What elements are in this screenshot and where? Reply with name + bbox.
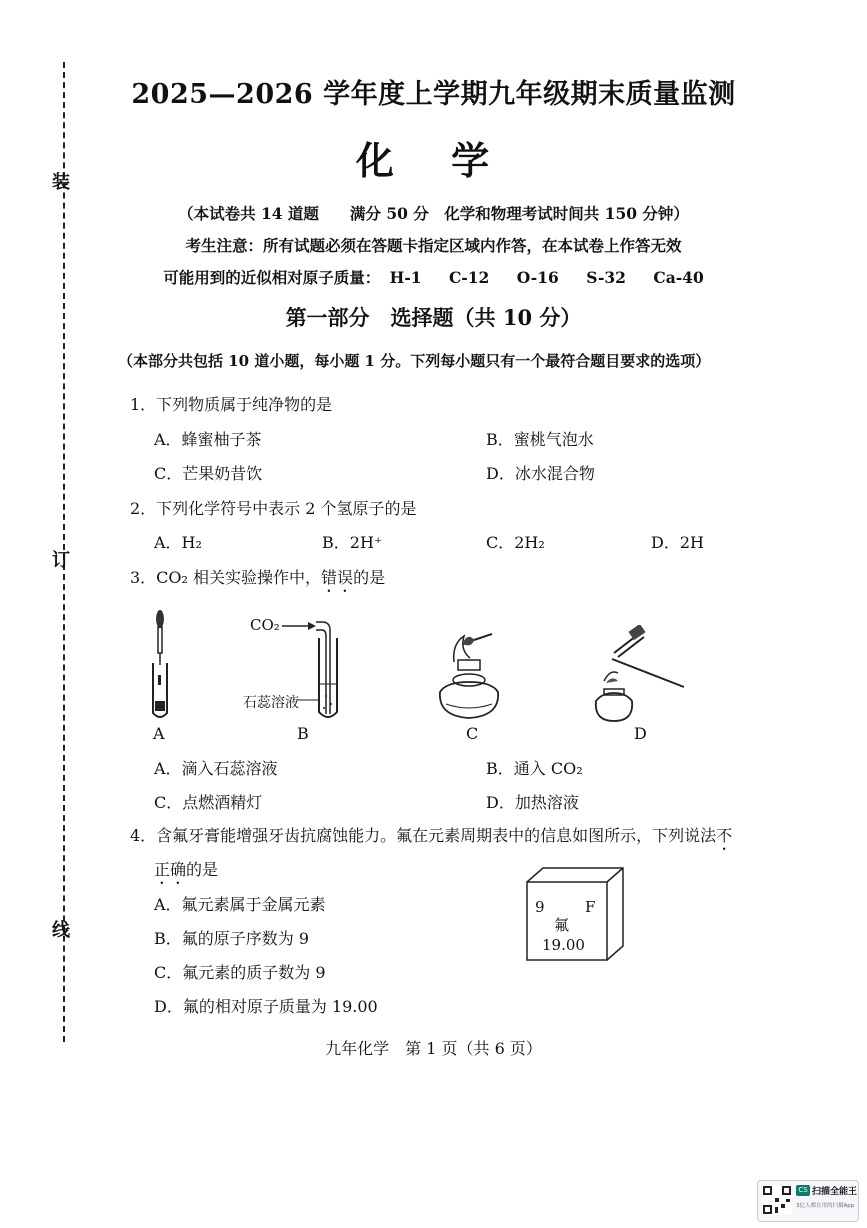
element-atomic-number: 9 bbox=[535, 898, 545, 916]
page-footer: 九年化学 第 1 页（共 6 页） bbox=[325, 1039, 542, 1058]
binding-char-xian: 线 bbox=[52, 920, 70, 941]
binding-char-ding: 订 bbox=[52, 550, 70, 571]
part1-heading: 第一部分 选择题（共 10 分） bbox=[285, 305, 582, 330]
atomic-mass-h: H-1 bbox=[389, 268, 422, 287]
figure-c-label: C bbox=[466, 724, 479, 743]
q4-stem-emphasis-bu: 不 bbox=[716, 826, 733, 845]
q2-option-c: C．2H₂ bbox=[486, 533, 545, 552]
atomic-mass-s: S-32 bbox=[586, 268, 626, 287]
element-name: 氟 bbox=[554, 916, 570, 934]
atomic-mass-c: C-12 bbox=[448, 268, 490, 287]
q4-option-a: A．氟元素属于金属元素 bbox=[154, 895, 326, 914]
atomic-mass-ca: Ca-40 bbox=[653, 268, 704, 287]
exam-notice: 考生注意：所有试题必须在答题卡指定区域内作答，在本试卷上作答无效 bbox=[185, 236, 682, 255]
q4-option-b: B．氟的原子序数为 9 bbox=[154, 929, 310, 948]
q2-option-b: B．2H⁺ bbox=[322, 533, 383, 552]
binding-char-zhuang: 装 bbox=[52, 172, 70, 193]
element-symbol: F bbox=[585, 898, 596, 916]
q1-option-c: C．芒果奶昔饮 bbox=[154, 464, 263, 483]
exam-title: 2025—2026 学年度上学期九年级期末质量监测 bbox=[131, 79, 736, 110]
q4-stem-line2 bbox=[154, 857, 218, 888]
q3-option-d: D．加热溶液 bbox=[486, 793, 579, 812]
exam-info: （本试卷共 14 道题 满分 50 分 化学和物理考试时间共 150 分钟） bbox=[178, 204, 689, 223]
q3-stem-emphasis: 错误 bbox=[321, 568, 354, 587]
part1-instruction: （本部分共包括 10 道小题，每小题 1 分。下列每小题只有一个最符合题目要求的选项） bbox=[118, 352, 711, 370]
q4-stem-line1 bbox=[130, 823, 732, 854]
q3-stem bbox=[130, 565, 385, 596]
scanner-brand: 扫描全能王 bbox=[812, 1187, 858, 1197]
q3-option-c: C．点燃酒精灯 bbox=[154, 793, 263, 812]
qr-code-icon bbox=[762, 1185, 792, 1215]
q1-stem: 1．下列物质属于纯净物的是 bbox=[130, 395, 333, 414]
figure-b-co2-label: CO₂ bbox=[250, 616, 280, 634]
figure-d-label: D bbox=[634, 724, 647, 743]
atomic-masses-label: 可能用到的近似相对原子质量： bbox=[163, 268, 381, 287]
figure-c-alcohol-lamp bbox=[432, 630, 512, 722]
q4-option-d: D．氟的相对原子质量为 19.00 bbox=[154, 997, 378, 1016]
element-atomic-mass: 19.00 bbox=[542, 936, 585, 954]
scanner-subtitle: 3亿人都在用的扫描App bbox=[796, 1203, 855, 1209]
q3-option-a: A．滴入石蕊溶液 bbox=[154, 759, 278, 778]
q1-option-d: D．冰水混合物 bbox=[486, 464, 595, 483]
scanner-badge bbox=[757, 1180, 859, 1222]
q4-option-c: C．氟元素的质子数为 9 bbox=[154, 963, 326, 982]
figure-d-heating-test-tube bbox=[592, 625, 692, 725]
subject-title: 化 学 bbox=[355, 138, 512, 183]
atomic-mass-o: O-16 bbox=[516, 268, 559, 287]
q1-option-b: B．蜜桃气泡水 bbox=[486, 430, 594, 449]
figure-a-label: A bbox=[153, 724, 165, 743]
q2-stem: 2．下列化学符号中表示 2 个氢原子的是 bbox=[130, 499, 417, 518]
cs-logo-icon: CS bbox=[796, 1185, 810, 1196]
figure-a-dropper-test-tube bbox=[140, 605, 180, 725]
q3-stem-prefix: 3．CO₂ 相关实验操作中， bbox=[130, 568, 322, 587]
q2-option-d: D．2H bbox=[651, 533, 704, 552]
atomic-masses-line bbox=[0, 266, 867, 288]
q2-option-a: A．H₂ bbox=[154, 533, 202, 552]
figure-b-label: B bbox=[297, 724, 309, 743]
q4-stem-emphasis-zhengque: 正确 bbox=[154, 860, 187, 879]
q4-stem-suffix: 的是 bbox=[186, 860, 219, 879]
q3-stem-suffix: 的是 bbox=[353, 568, 386, 587]
q4-stem-line1-text: 4．含氟牙膏能增强牙齿抗腐蚀能力。氟在元素周期表中的信息如图所示，下列说法 bbox=[130, 826, 717, 845]
q3-option-b: B．通入 CO₂ bbox=[486, 759, 583, 778]
q1-option-a: A．蜂蜜柚子茶 bbox=[154, 430, 262, 449]
figure-b-litmus-label: 石蕊溶液 bbox=[243, 695, 299, 711]
